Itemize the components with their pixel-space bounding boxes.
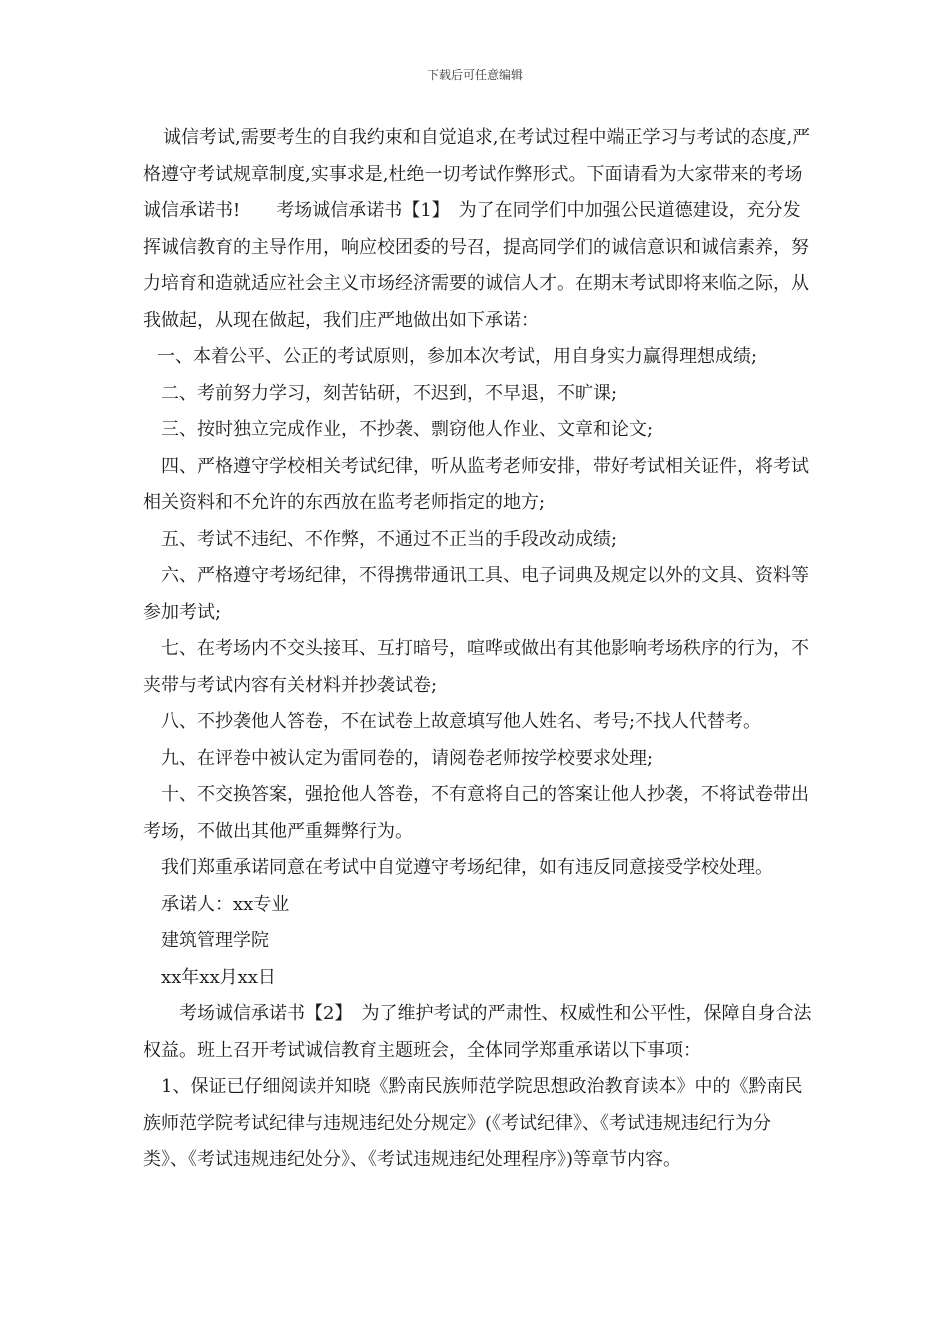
pledge-item-8: 八、不抄袭他人答卷，不在试卷上故意填写他人姓名、考号;不找人代替考。 (161, 711, 762, 732)
pledge-2-intro: 考场诚信承诺书【2】 为了维护考试的严肃性、权威性和公平性，保障自身合法权益。班上召开考试诚信教育主题班会，全体同学郑重承诺以下事项： (143, 1003, 812, 1061)
pledge-item-3: 三、按时独立完成作业，不抄袭、剽窃他人作业、文章和论文; (161, 419, 654, 440)
pledge-item-9: 九、在评卷中被认定为雷同卷的，请阅卷老师按学校要求处理; (161, 747, 654, 769)
page-header: 下载后可任意编辑 (426, 68, 523, 82)
signature-school: 建筑管理学院 (161, 930, 269, 951)
pledge-item-6: 六、严格遵守考场纪律，不得携带通讯工具、电子词典及规定以外的文具、资料等参加考试; (143, 565, 809, 623)
signature-promisor: 承诺人：xx专业 (161, 893, 290, 915)
intro-paragraph: 诚信考试,需要考生的自我约束和自觉追求,在考试过程中端正学习与考试的态度,严格遵守考试规章制度,实事求是,杜绝一切考试作弊形式。下面请看为大家带来的考场诚信承诺书! 考场诚信承诺书【1】 为了在同学们中加强公民道德建设，充分发挥诚信教育的主导作用，响应校团委的号召，提高同学们的诚信意识和诚信素养，努力培育和造就适应社会主义市场经济需要的诚信人才。在期末考试即将来临之际，从我做起，从现在做起，我们庄严地做出如下承诺： (143, 127, 811, 331)
signature-date: xx年xx月xx日 (161, 966, 276, 988)
pledge-closing: 我们郑重承诺同意在考试中自觉遵守考场纪律，如有违反同意接受学校处理。 (161, 857, 773, 878)
pledge-item-7: 七、在考场内不交头接耳、互打暗号，喧哗或做出有其他影响考场秩序的行为，不夹带与考试内容有关材料并抄袭试卷; (143, 638, 809, 696)
pledge-2-item-1: 1、保证已仔细阅读并知晓《黔南民族师范学院思想政治教育读本》中的《黔南民族师范学院考试纪律与违规违纪处分规定》(《考试纪律》、《考试违规违纪行为分类》、《考试违规违纪处分》、《考试违规违纪处理程序》)等章节内容。 (143, 1076, 803, 1170)
pledge-item-4: 四、严格遵守学校相关考试纪律，听从监考老师安排，带好考试相关证件，将考试相关资料和不允许的东西放在监考老师指定的地方; (143, 455, 809, 513)
pledge-item-10: 十、不交换答案，强抢他人答卷，不有意将自己的答案让他人抄袭，不将试卷带出考场，不做出其他严重舞弊行为。 (143, 784, 809, 842)
pledge-item-2: 二、考前努力学习，刻苦钻研，不迟到，不早退，不旷课; (161, 382, 618, 404)
pledge-item-5: 五、考试不违纪、不作弊，不通过不正当的手段改动成绩; (161, 528, 618, 550)
document-body (143, 120, 815, 1179)
pledge-item-1: 一、本着公平、公正的考试原则，参加本次考试，用自身实力赢得理想成绩; (157, 346, 758, 367)
